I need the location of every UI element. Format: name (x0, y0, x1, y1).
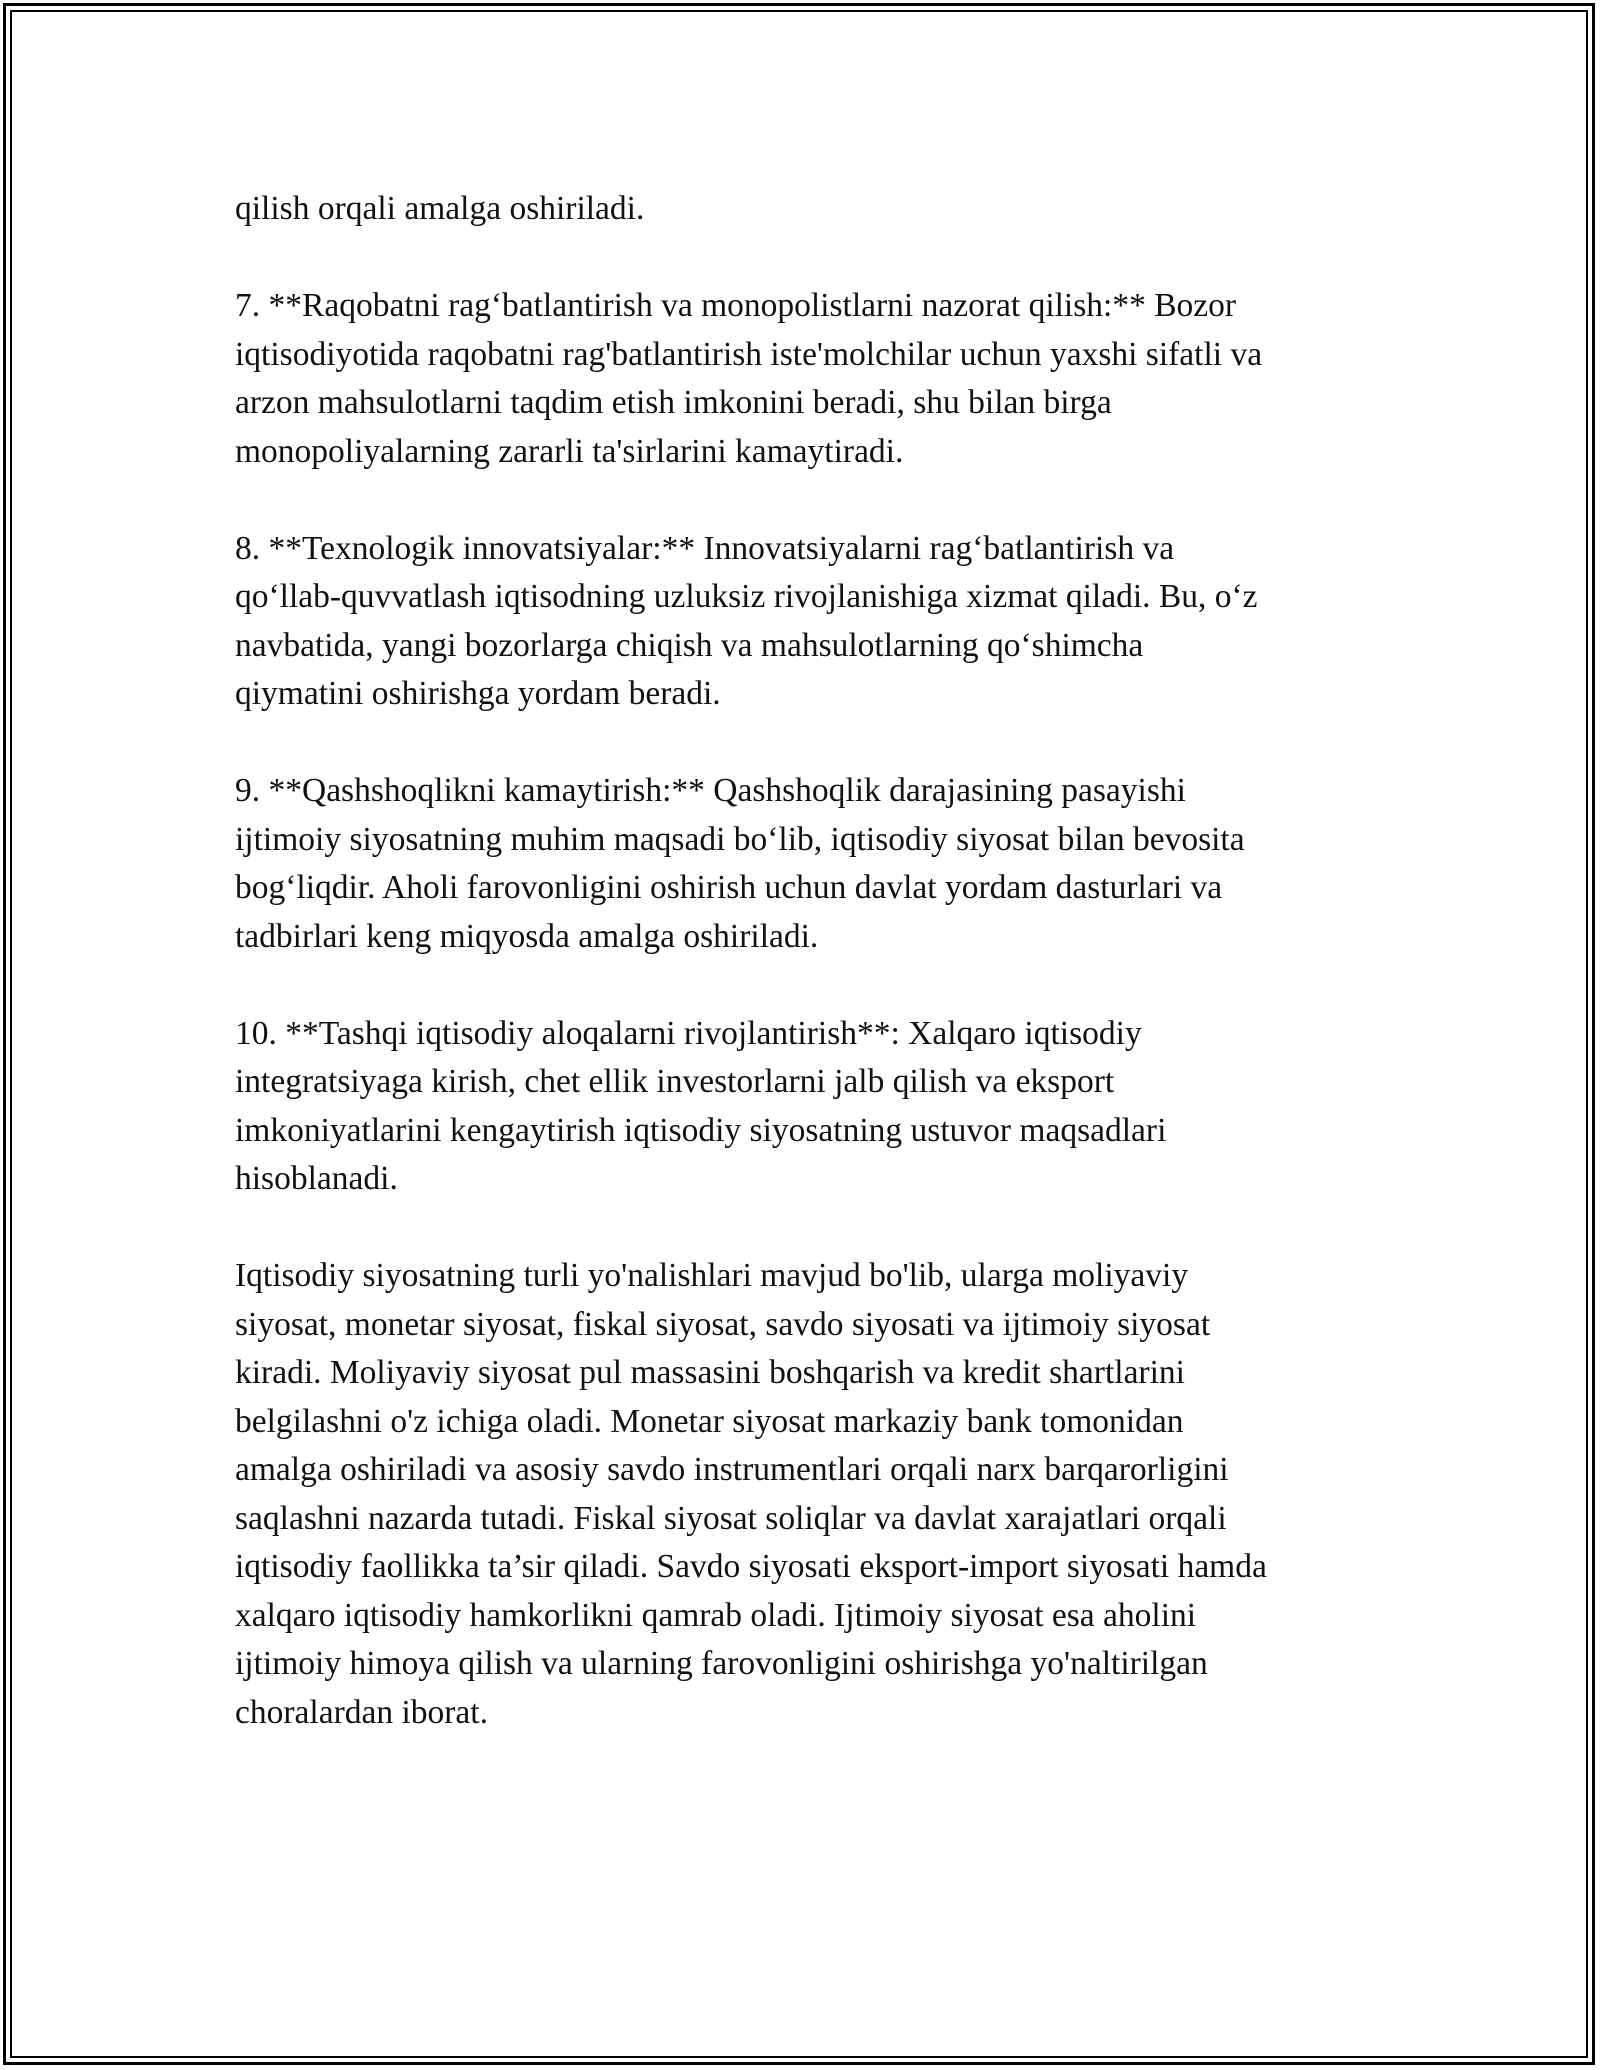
paragraph-item-10-foreign-relations: 10. **Tashqi iqtisodiy aloqalarni rivojlantirish**: Xalqaro iqtisodiy integratsiyaga kirish, chet ellik investorlarni jalb qilish va eksport imkoniyatlarini kengaytirish iqtisodiy siyosatning ustuvor maqsadlari hisoblanadi. (235, 1014, 1167, 1197)
paragraph-item-8-innovation: 8. **Texnologik innovatsiyalar:** Innovatsiyalarni rag‘batlantirish va qo‘llab-quvvatlash iqtisodning uzluksiz rivojlanishiga xizmat qiladi. Bu, o‘z navbatida, yangi bozorlarga chiqish va mahsulotlarning qo‘shimcha qiymatini oshirishga yordam beradi. (235, 529, 1258, 712)
document-body (235, 185, 1375, 1737)
paragraph-item-7-competition: 7. **Raqobatni rag‘batlantirish va monopolistlarni nazorat qilish:** Bozor iqtisodiyotida raqobatni rag'batlantirish iste'molchilar uchun yaxshi sifatli va arzon mahsulotlarni taqdim etish imkonini beradi, shu bilan birga monopoliyalarning zararli ta'sirlarini kamaytiradi. (235, 287, 1263, 470)
paragraph-policy-directions: Iqtisodiy siyosatning turli yo'nalishlari mavjud bo'lib, ularga moliyaviy siyosat, monetar siyosat, fiskal siyosat, savdo siyosati va ijtimoiy siyosat kiradi. Moliyaviy siyosat pul massasini boshqarish va kredit shartlarini belgilashni o'z ichiga oladi. Monetar siyosat markaziy bank tomonidan amalga oshiriladi va asosiy savdo instrumentlari orqali narx barqarorligini saqlashni nazarda tutadi. Fiskal siyosat soliqlar va davlat xarajatlari orqali iqtisodiy faollikka ta’sir qiladi. Savdo siyosati eksport-import siyosati hamda xalqaro iqtisodiy hamkorlikni qamrab oladi. Ijtimoiy siyosat esa aholini ijtimoiy himoya qilish va ularning farovonligini oshirishga yo'naltirilgan choralardan iborat. (235, 1257, 1267, 1731)
paragraph-item-9-poverty: 9. **Qashshoqlikni kamaytirish:** Qashshoqlik darajasining pasayishi ijtimoiy siyosatning muhim maqsadi bo‘lib, iqtisodiy siyosat bilan bevosita bog‘liqdir. Aholi farovonligini oshirish uchun davlat yordam dasturlari va tadbirlari keng miqyosda amalga oshiriladi. (235, 772, 1245, 955)
paragraph-continuation: qilish orqali amalga oshiriladi. (235, 190, 645, 227)
